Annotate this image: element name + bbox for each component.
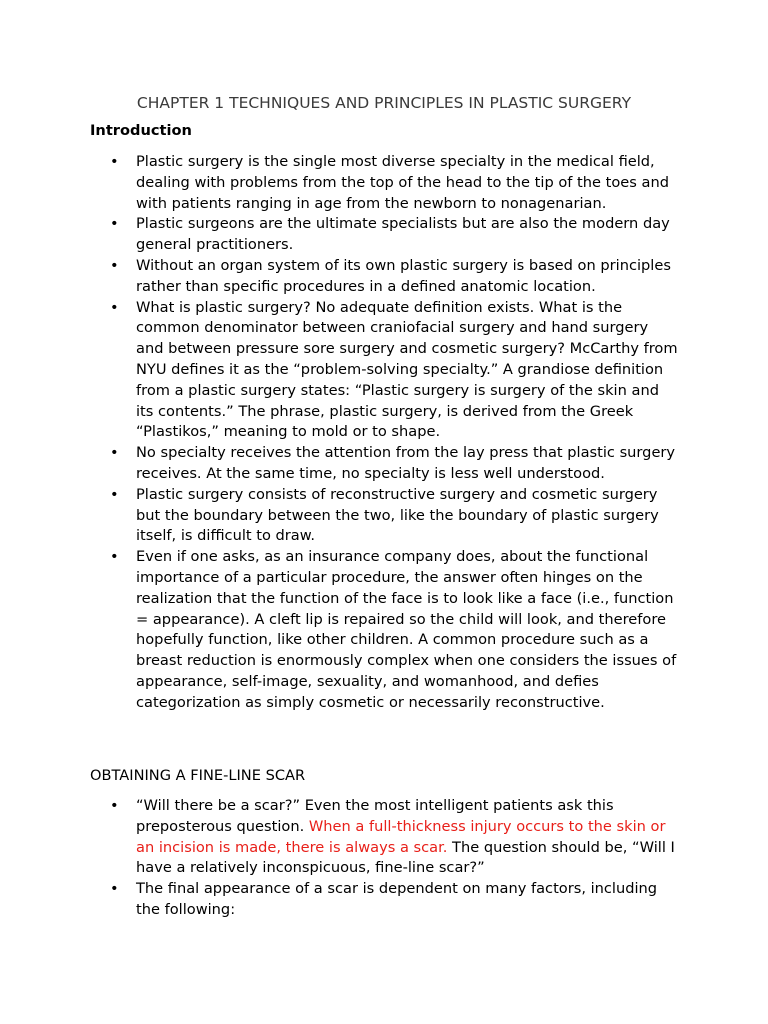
bullet-icon: • xyxy=(110,485,119,503)
list-item xyxy=(90,298,680,444)
bullet-text: The final appearance of a scar is dependent on many factors, including the following: xyxy=(136,880,658,918)
bullet-icon: • xyxy=(110,548,119,566)
bullet-icon: • xyxy=(110,880,119,898)
list-item xyxy=(90,879,680,921)
bullet-icon: • xyxy=(110,256,119,274)
bullet-text: Plastic surgeons are the ultimate specialists but are also the modern day general practitioners. xyxy=(136,215,670,254)
highlighted-text: When a full-thickness injury occurs to the skin or an incision is made, there is always a scar. xyxy=(136,817,666,856)
list-item xyxy=(90,152,680,214)
bullet-text: The question should be, “Will I have a relatively inconspicuous, fine-line scar?” xyxy=(136,838,675,877)
bullet-icon: • xyxy=(110,797,119,814)
bullet-icon: • xyxy=(110,444,119,462)
bullet-text: Plastic surgery consists of reconstructive surgery and cosmetic surgery but the boundary between the two, like the boundary of plastic surgery itself, is difficult to draw. xyxy=(136,485,659,545)
chapter-title: CHAPTER 1 TECHNIQUES AND PRINCIPLES IN PLASTIC SURGERY xyxy=(136,94,632,112)
list-item xyxy=(90,256,680,298)
introduction-bullet-list xyxy=(90,152,680,714)
list-item xyxy=(90,547,680,713)
fine-line-scar-bullet-list xyxy=(90,796,680,921)
bullet-text: What is plastic surgery? No adequate definition exists. What is the common denominator between craniofacial surgery and hand surgery and between pressure sore surgery and cosmetic surgery? McCarthy from NYU defines it as the “problem-solving specialty.” A grandiose definition from a plastic surgery states: “Plastic surgery is surgery of the skin and its contents.” The phrase, plastic surgery, is derived from the Greek “Plastikos,” meaning to mold or to shape. xyxy=(136,298,678,441)
fine-line-scar-heading: OBTAINING A FINE-LINE SCAR xyxy=(90,767,306,784)
bullet-icon: • xyxy=(110,153,119,170)
bullet-text: Even if one asks, as an insurance company does, about the functional importance of a particular procedure, the answer often hinges on the realization that the function of the face is to look like a face (i.e., function = appearance). A cleft lip is repaired so the child will look, and therefore hopefully function, like other children. A common procedure such as a breast reduction is enormously complex when one considers the issues of appearance, self-image, sexuality, and womanhood, and defies categorization as simply cosmetic or necessarily reconstructive. xyxy=(136,548,677,711)
list-item xyxy=(90,796,680,879)
introduction-heading: Introduction xyxy=(90,122,192,139)
list-item xyxy=(90,443,680,485)
bullet-text: No specialty receives the attention from the lay press that plastic surgery receives. At the same time, no specialty is less well understood. xyxy=(136,444,676,482)
list-item xyxy=(90,214,680,256)
bullet-icon: • xyxy=(110,215,119,233)
list-item xyxy=(90,485,680,547)
bullet-text: “Will there be a scar?” Even the most intelligent patients ask this preposterous question. xyxy=(136,797,614,835)
bullet-text: Plastic surgery is the single most diverse specialty in the medical field, dealing with problems from the top of the head to the tip of the toes and with patients ranging in age from the newborn to nonagenarian. xyxy=(136,153,669,212)
bullet-text: Without an organ system of its own plastic surgery is based on principles rather than specific procedures in a defined anatomic location. xyxy=(136,256,671,295)
bullet-icon: • xyxy=(110,298,119,316)
